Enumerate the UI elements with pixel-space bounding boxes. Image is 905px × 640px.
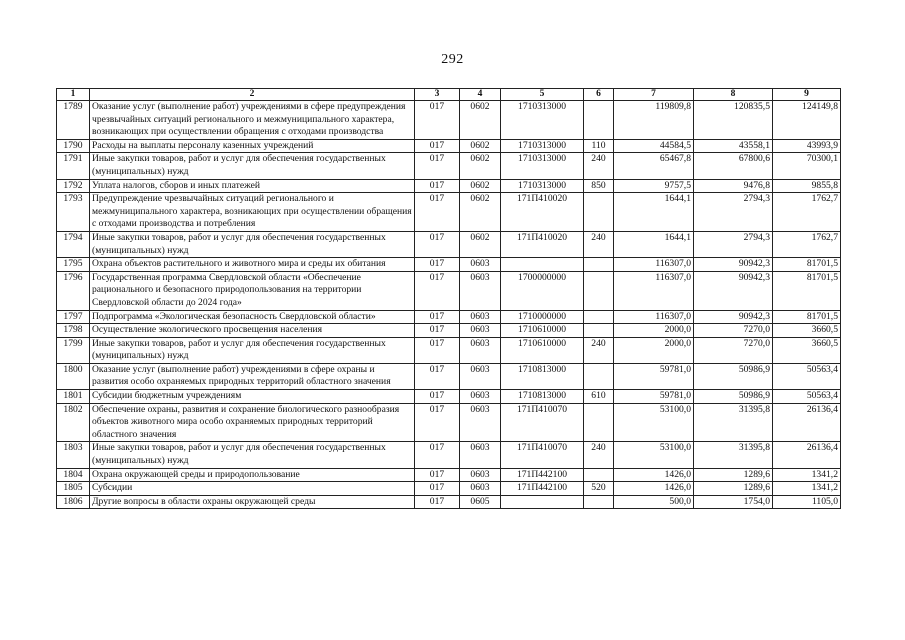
section-code: 0603: [460, 403, 501, 442]
amount-col8: 90942,3: [694, 271, 773, 310]
expense-type-code: [584, 468, 614, 482]
ministry-code: 017: [415, 101, 460, 140]
ministry-code: 017: [415, 442, 460, 468]
ministry-code: 017: [415, 231, 460, 257]
expense-type-code: [584, 258, 614, 272]
row-description: Иные закупки товаров, работ и услуг для обеспечения государственных (муниципальных) нужд: [90, 442, 415, 468]
header-cell: 4: [460, 89, 501, 101]
target-article-code: 1700000000: [501, 271, 584, 310]
target-article-code: 1710610000: [501, 337, 584, 363]
row-number: 1798: [57, 324, 90, 338]
section-code: 0603: [460, 258, 501, 272]
target-article-code: 1710813000: [501, 363, 584, 389]
ministry-code: 017: [415, 258, 460, 272]
target-article-code: 1710313000: [501, 139, 584, 153]
row-description: Оказание услуг (выполнение работ) учреждениями в сфере охраны и развития особо охраняемых природных территорий областного значения: [90, 363, 415, 389]
target-article-code: 171П410020: [501, 193, 584, 232]
amount-col9: 50563,4: [773, 390, 841, 404]
row-description: Субсидии: [90, 482, 415, 496]
amount-col8: 90942,3: [694, 310, 773, 324]
header-cell: 2: [90, 89, 415, 101]
section-code: 0602: [460, 139, 501, 153]
amount-col8: 67800,6: [694, 153, 773, 179]
ministry-code: 017: [415, 193, 460, 232]
target-article-code: 1710610000: [501, 324, 584, 338]
row-description: Иные закупки товаров, работ и услуг для обеспечения государственных (муниципальных) нужд: [90, 337, 415, 363]
amount-col7: 44584,5: [614, 139, 694, 153]
amount-col7: 116307,0: [614, 258, 694, 272]
section-code: 0602: [460, 179, 501, 193]
amount-col9: 50563,4: [773, 363, 841, 389]
amount-col9: 1762,7: [773, 193, 841, 232]
amount-col7: 116307,0: [614, 271, 694, 310]
amount-col7: 119809,8: [614, 101, 694, 140]
table-row: [57, 271, 841, 310]
amount-col8: 50986,9: [694, 390, 773, 404]
budget-table: [56, 88, 841, 509]
amount-col9: 81701,5: [773, 258, 841, 272]
expense-type-code: [584, 193, 614, 232]
ministry-code: 017: [415, 468, 460, 482]
section-code: 0603: [460, 468, 501, 482]
row-description: Иные закупки товаров, работ и услуг для обеспечения государственных (муниципальных) нужд: [90, 231, 415, 257]
table-row: [57, 231, 841, 257]
table-row: [57, 193, 841, 232]
table-row: [57, 139, 841, 153]
expense-type-code: [584, 271, 614, 310]
section-code: 0603: [460, 442, 501, 468]
amount-col9: 81701,5: [773, 310, 841, 324]
header-cell: 1: [57, 89, 90, 101]
amount-col8: 2794,3: [694, 231, 773, 257]
ministry-code: 017: [415, 153, 460, 179]
amount-col7: 9757,5: [614, 179, 694, 193]
amount-col9: 124149,8: [773, 101, 841, 140]
target-article-code: 171П410020: [501, 231, 584, 257]
section-code: 0602: [460, 193, 501, 232]
amount-col7: 2000,0: [614, 324, 694, 338]
row-description: Другие вопросы в области охраны окружающей среды: [90, 495, 415, 509]
amount-col9: 1341,2: [773, 468, 841, 482]
row-number: 1795: [57, 258, 90, 272]
target-article-code: 171П442100: [501, 468, 584, 482]
expense-type-code: [584, 324, 614, 338]
amount-col7: 1644,1: [614, 231, 694, 257]
section-code: 0603: [460, 324, 501, 338]
expense-type-code: [584, 495, 614, 509]
expense-type-code: 110: [584, 139, 614, 153]
row-number: 1800: [57, 363, 90, 389]
row-number: 1793: [57, 193, 90, 232]
target-article-code: 171П410070: [501, 403, 584, 442]
ministry-code: 017: [415, 310, 460, 324]
row-description: Подпрограмма «Экологическая безопасность Свердловской области»: [90, 310, 415, 324]
row-description: Уплата налогов, сборов и иных платежей: [90, 179, 415, 193]
section-code: 0603: [460, 310, 501, 324]
amount-col8: 120835,5: [694, 101, 773, 140]
amount-col7: 116307,0: [614, 310, 694, 324]
section-code: 0603: [460, 337, 501, 363]
amount-col8: 1289,6: [694, 482, 773, 496]
amount-col8: 2794,3: [694, 193, 773, 232]
expense-type-code: 610: [584, 390, 614, 404]
table-row: [57, 337, 841, 363]
target-article-code: [501, 258, 584, 272]
amount-col8: 50986,9: [694, 363, 773, 389]
section-code: 0603: [460, 390, 501, 404]
table-row: [57, 442, 841, 468]
section-code: 0602: [460, 101, 501, 140]
table-row: [57, 310, 841, 324]
table-row: [57, 153, 841, 179]
amount-col9: 3660,5: [773, 324, 841, 338]
table-row: [57, 403, 841, 442]
amount-col7: 1426,0: [614, 482, 694, 496]
target-article-code: 1710813000: [501, 390, 584, 404]
table-row: [57, 468, 841, 482]
expense-type-code: [584, 101, 614, 140]
target-article-code: 1710000000: [501, 310, 584, 324]
row-number: 1792: [57, 179, 90, 193]
ministry-code: 017: [415, 271, 460, 310]
ministry-code: 017: [415, 139, 460, 153]
amount-col9: 9855,8: [773, 179, 841, 193]
ministry-code: 017: [415, 390, 460, 404]
ministry-code: 017: [415, 403, 460, 442]
amount-col8: 7270,0: [694, 324, 773, 338]
expense-type-code: 240: [584, 337, 614, 363]
amount-col8: 43558,1: [694, 139, 773, 153]
amount-col7: 2000,0: [614, 337, 694, 363]
row-number: 1789: [57, 101, 90, 140]
row-number: 1791: [57, 153, 90, 179]
row-number: 1805: [57, 482, 90, 496]
table-row: [57, 324, 841, 338]
amount-col8: 9476,8: [694, 179, 773, 193]
header-cell: 9: [773, 89, 841, 101]
amount-col9: 26136,4: [773, 403, 841, 442]
amount-col8: 90942,3: [694, 258, 773, 272]
amount-col7: 1426,0: [614, 468, 694, 482]
row-description: Расходы на выплаты персоналу казенных учреждений: [90, 139, 415, 153]
amount-col9: 3660,5: [773, 337, 841, 363]
row-number: 1806: [57, 495, 90, 509]
row-description: Охрана объектов растительного и животного мира и среды их обитания: [90, 258, 415, 272]
row-number: 1790: [57, 139, 90, 153]
target-article-code: 171П410070: [501, 442, 584, 468]
table-row: [57, 101, 841, 140]
ministry-code: 017: [415, 337, 460, 363]
amount-col8: 31395,8: [694, 442, 773, 468]
target-article-code: 1710313000: [501, 179, 584, 193]
ministry-code: 017: [415, 482, 460, 496]
target-article-code: 1710313000: [501, 153, 584, 179]
row-number: 1801: [57, 390, 90, 404]
expense-type-code: 240: [584, 231, 614, 257]
row-description: Оказание услуг (выполнение работ) учреждениями в сфере предупреждения чрезвычайных ситуаций регионального и межмуниципального характера, возникающих при осуществлении обращения с отходами производства: [90, 101, 415, 140]
amount-col8: 1754,0: [694, 495, 773, 509]
expense-type-code: [584, 363, 614, 389]
amount-col9: 43993,9: [773, 139, 841, 153]
amount-col9: 1762,7: [773, 231, 841, 257]
row-number: 1794: [57, 231, 90, 257]
section-code: 0603: [460, 482, 501, 496]
amount-col7: 53100,0: [614, 442, 694, 468]
row-number: 1797: [57, 310, 90, 324]
amount-col7: 59781,0: [614, 363, 694, 389]
amount-col9: 1341,2: [773, 482, 841, 496]
row-number: 1804: [57, 468, 90, 482]
table-body: [57, 101, 841, 509]
header-row: [57, 89, 841, 101]
expense-type-code: [584, 310, 614, 324]
table-row: [57, 482, 841, 496]
amount-col7: 65467,8: [614, 153, 694, 179]
amount-col8: 31395,8: [694, 403, 773, 442]
amount-col9: 26136,4: [773, 442, 841, 468]
header-cell: 7: [614, 89, 694, 101]
header-cell: 6: [584, 89, 614, 101]
amount-col7: 53100,0: [614, 403, 694, 442]
section-code: 0605: [460, 495, 501, 509]
header-cell: 8: [694, 89, 773, 101]
page-number: 292: [441, 52, 464, 67]
table-row: [57, 390, 841, 404]
row-description: Государственная программа Свердловской области «Обеспечение рационального и безопасного природопользования на территории Свердловской области до 2024 года»: [90, 271, 415, 310]
ministry-code: 017: [415, 179, 460, 193]
amount-col9: 70300,1: [773, 153, 841, 179]
target-article-code: 1710313000: [501, 101, 584, 140]
expense-type-code: 520: [584, 482, 614, 496]
row-number: 1799: [57, 337, 90, 363]
table-row: [57, 495, 841, 509]
row-number: 1803: [57, 442, 90, 468]
section-code: 0603: [460, 363, 501, 389]
table-row: [57, 258, 841, 272]
expense-type-code: [584, 403, 614, 442]
row-number: 1802: [57, 403, 90, 442]
amount-col9: 1105,0: [773, 495, 841, 509]
target-article-code: 171П442100: [501, 482, 584, 496]
ministry-code: 017: [415, 324, 460, 338]
section-code: 0602: [460, 153, 501, 179]
row-description: Иные закупки товаров, работ и услуг для обеспечения государственных (муниципальных) нужд: [90, 153, 415, 179]
amount-col7: 59781,0: [614, 390, 694, 404]
row-description: Осуществление экологического просвещения населения: [90, 324, 415, 338]
header-cell: 3: [415, 89, 460, 101]
header-cell: 5: [501, 89, 584, 101]
expense-type-code: 850: [584, 179, 614, 193]
row-description: Субсидии бюджетным учреждениям: [90, 390, 415, 404]
table-row: [57, 363, 841, 389]
row-description: Охрана окружающей среды и природопользование: [90, 468, 415, 482]
row-number: 1796: [57, 271, 90, 310]
section-code: 0603: [460, 271, 501, 310]
target-article-code: [501, 495, 584, 509]
amount-col7: 500,0: [614, 495, 694, 509]
ministry-code: 017: [415, 495, 460, 509]
amount-col8: 7270,0: [694, 337, 773, 363]
amount-col7: 1644,1: [614, 193, 694, 232]
row-description: Обеспечение охраны, развития и сохранение биологического разнообразия объектов животного мира особо охраняемых природных территорий областного значения: [90, 403, 415, 442]
ministry-code: 017: [415, 363, 460, 389]
expense-type-code: 240: [584, 442, 614, 468]
amount-col9: 81701,5: [773, 271, 841, 310]
expense-type-code: 240: [584, 153, 614, 179]
table-row: [57, 179, 841, 193]
amount-col8: 1289,6: [694, 468, 773, 482]
section-code: 0602: [460, 231, 501, 257]
row-description: Предупреждение чрезвычайных ситуаций регионального и межмуниципального характера, возникающих при осуществлении обращения с отходами производства и потребления: [90, 193, 415, 232]
